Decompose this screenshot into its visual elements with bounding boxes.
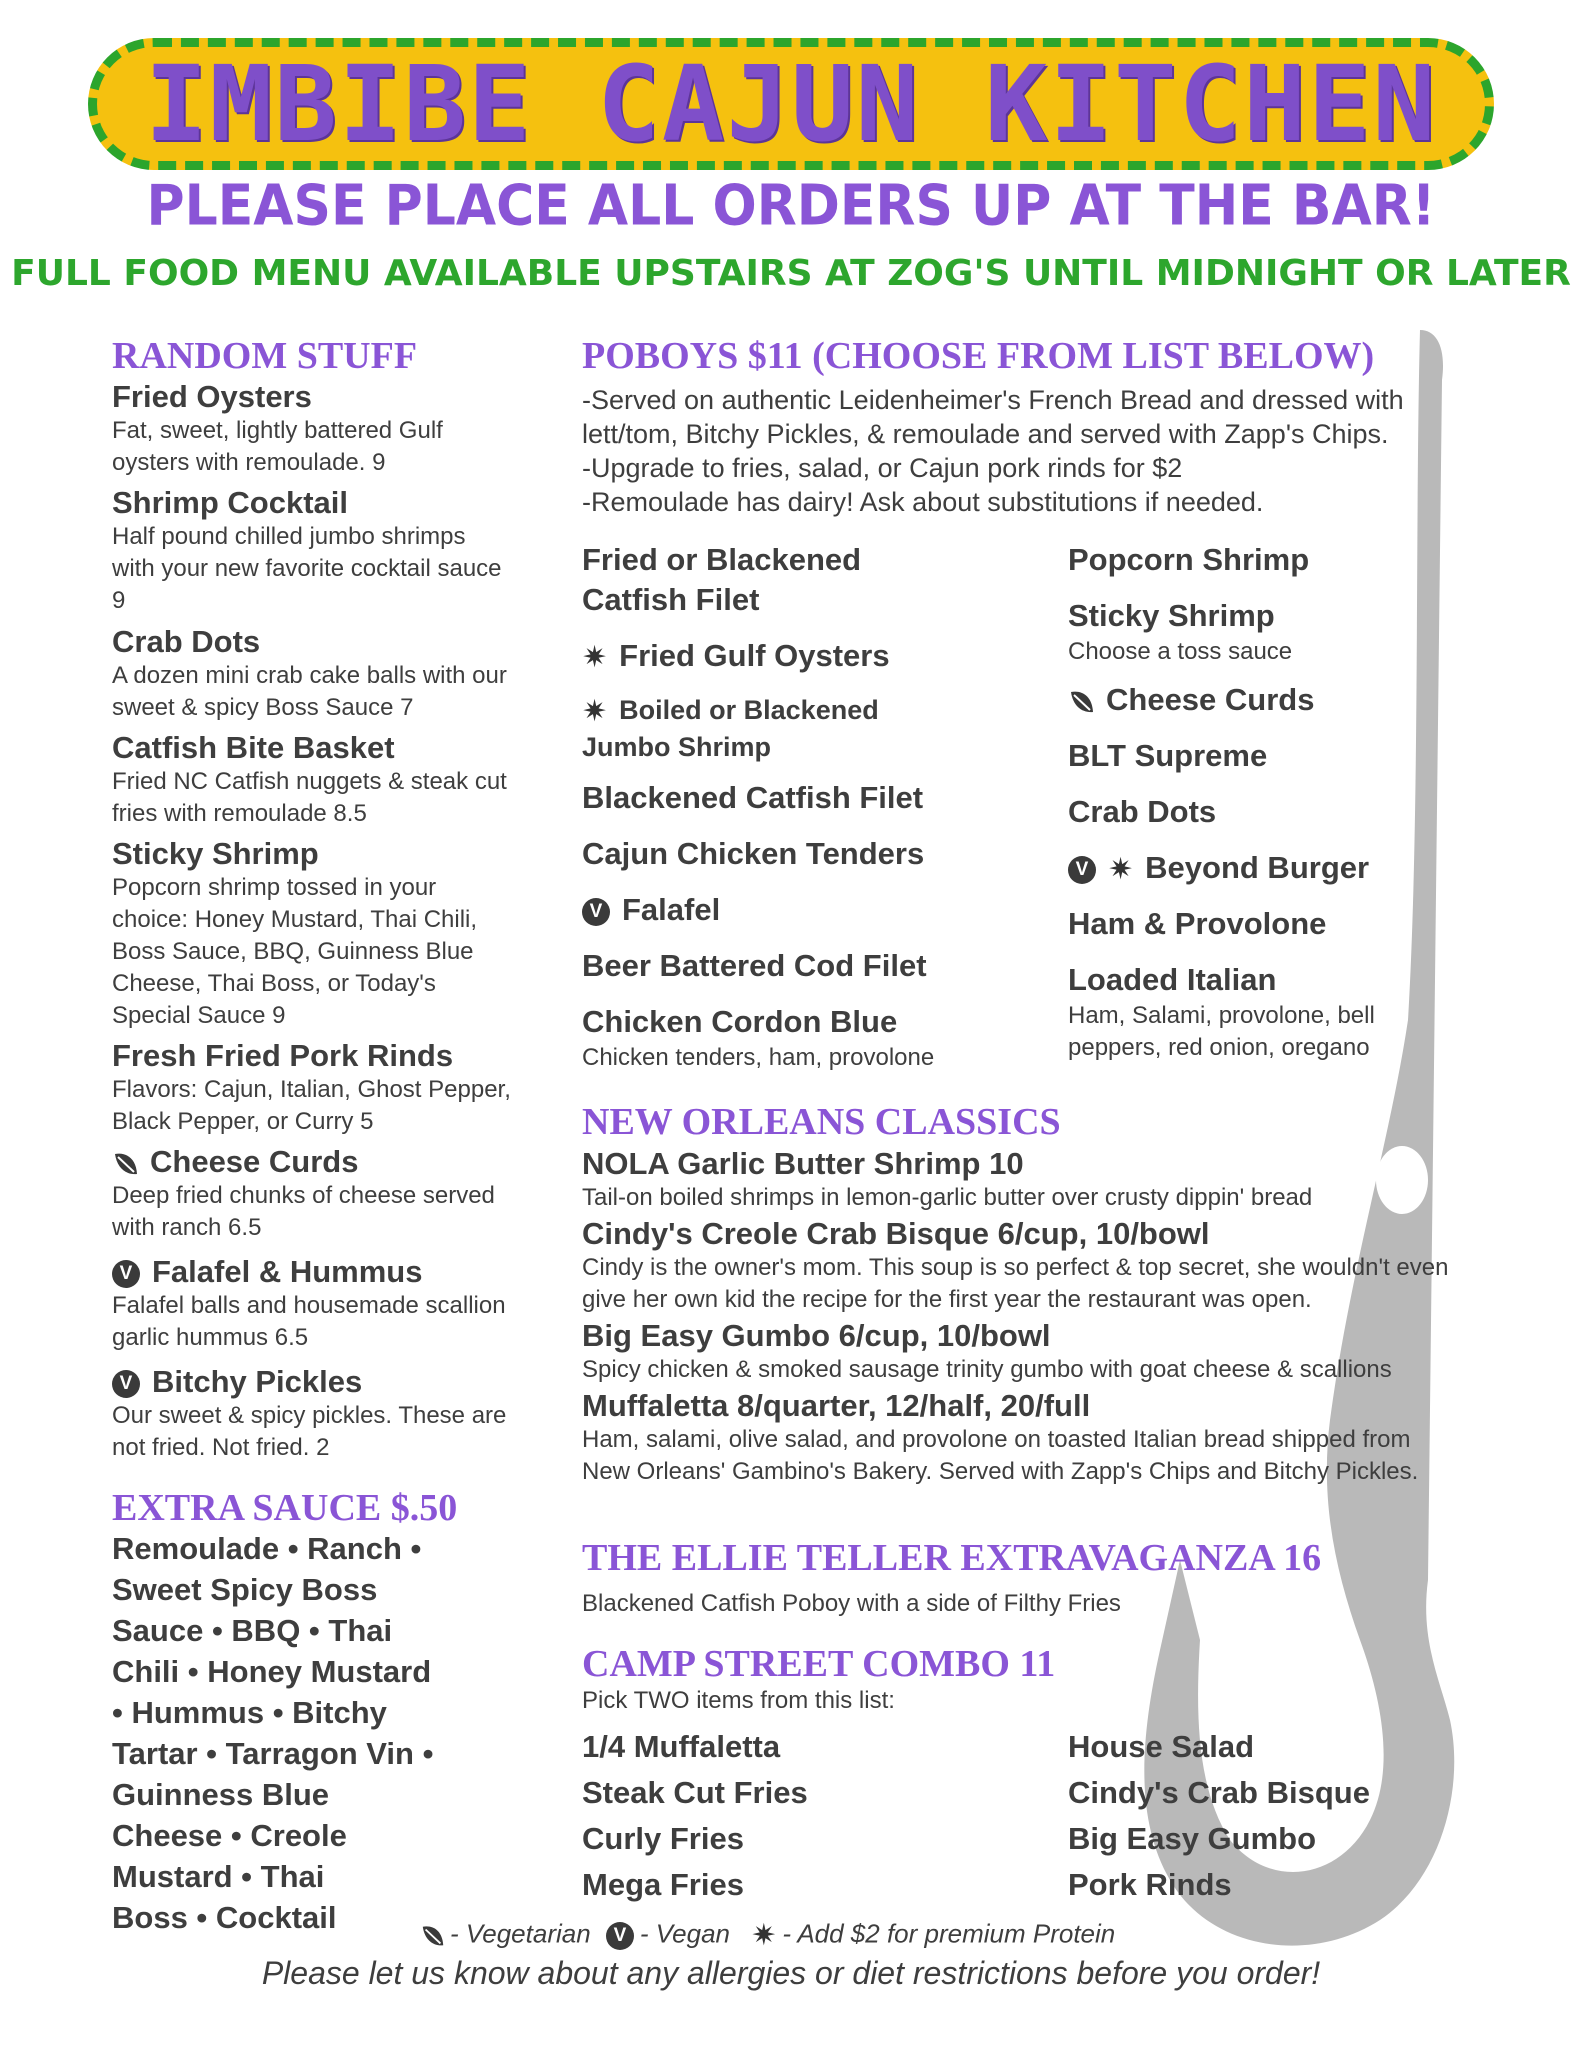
leaf-icon xyxy=(420,1923,446,1949)
poboy-item-name2: Jumbo Shrimp xyxy=(582,731,772,762)
sauce-line: Cheese • Creole xyxy=(112,1818,347,1853)
poboy-item-name: Cheese Curds xyxy=(1106,682,1315,717)
item-desc: Deep fried chunks of cheese served with ranch 6.5 xyxy=(112,1182,495,1241)
vegan-icon: V xyxy=(112,1260,140,1288)
combo-item: House Salad xyxy=(1068,1729,1255,1764)
item-name: Fried Oysters xyxy=(112,379,312,414)
star-icon: ✷ xyxy=(582,694,608,728)
sauce-line: Tartar • Tarragon Vin • xyxy=(112,1736,434,1771)
classic-name: Cindy's Creole Crab Bisque 6/cup, 10/bowl xyxy=(582,1216,1210,1251)
poboy-item xyxy=(582,890,720,930)
sauce-list xyxy=(112,1528,492,1938)
item-desc: Fat, sweet, lightly battered Gulf oysters with remoulade. 9 xyxy=(112,417,443,476)
item-desc: Fried NC Catfish nuggets & steak cut fries with remoulade 8.5 xyxy=(112,768,507,827)
poboy-item-desc: Ham, Salami, provolone, bell peppers, red onion, oregano xyxy=(1068,1002,1375,1061)
sauce-line: Boss • Cocktail xyxy=(112,1900,337,1935)
poboy-item: Fried or Blackened Catfish Filet xyxy=(582,542,862,617)
poboy-item-name: Sticky Shrimp xyxy=(1068,598,1275,633)
menu-item xyxy=(112,1254,512,1354)
item-name: Catfish Bite Basket xyxy=(112,730,395,765)
item-desc: Falafel balls and housemade scallion garlic hummus 6.5 xyxy=(112,1292,506,1351)
item-name: Cheese Curds xyxy=(150,1144,359,1179)
ellie-desc: Blackened Catfish Poboy with a side of Filthy Fries xyxy=(582,1590,1121,1617)
item-name-row xyxy=(112,1254,512,1290)
combo-right-list xyxy=(1068,1724,1370,1908)
poboy-item-name: Chicken Cordon Blue xyxy=(582,1004,898,1039)
poboy-item-name: Falafel xyxy=(622,892,721,927)
classic-name: Muffaletta 8/quarter, 12/half, 20/full xyxy=(582,1388,1091,1423)
star-icon: ✷ xyxy=(582,640,608,674)
poboy-item-name: Loaded Italian xyxy=(1068,962,1277,997)
leaf-icon xyxy=(112,1150,140,1178)
legend-protein: - Add $2 for premium Protein xyxy=(782,1918,1116,1949)
poboy-item xyxy=(1068,680,1314,720)
item-desc: Flavors: Cajun, Italian, Ghost Pepper, Black Pepper, or Curry 5 xyxy=(112,1076,511,1135)
sauce-line: Mustard • Thai xyxy=(112,1859,325,1894)
vegan-icon: V xyxy=(1068,856,1096,884)
poboy-note: -Upgrade to fries, salad, or Cajun pork rinds for $2 xyxy=(582,453,1183,483)
item-name: Crab Dots xyxy=(112,624,261,659)
sauce-line: Sweet Spicy Boss xyxy=(112,1572,378,1607)
classics-list xyxy=(582,1146,1462,1488)
poboy-item-name: Fried Gulf Oysters xyxy=(619,638,890,673)
ellie-heading: THE ELLIE TELLER EXTRAVAGANZA 16 xyxy=(582,1537,1322,1579)
combo-left-list xyxy=(582,1724,808,1908)
item-name: Fresh Fried Pork Rinds xyxy=(112,1038,454,1073)
order-notice: PLEASE PLACE ALL ORDERS UP AT THE BAR! xyxy=(146,173,1436,239)
sauce-line: Sauce • BBQ • Thai xyxy=(112,1613,393,1648)
menu-item xyxy=(112,1364,512,1464)
combo-item: Pork Rinds xyxy=(1068,1867,1232,1902)
poboy-item-name: Boiled or Blackened xyxy=(619,695,879,725)
extra-sauce-heading: EXTRA SAUCE $.50 xyxy=(112,1487,458,1529)
poboy-item xyxy=(582,1002,934,1074)
random-stuff-heading: RANDOM STUFF xyxy=(112,335,418,377)
page-title: IMBIBE CAJUN KITCHEN xyxy=(144,43,1438,165)
allergy-footer: Please let us know about any allergies or diet restrictions before you order! xyxy=(261,1955,1321,1991)
menu-item xyxy=(112,624,512,724)
classic-name: Big Easy Gumbo 6/cup, 10/bowl xyxy=(582,1318,1051,1353)
poboy-item: Ham & Provolone xyxy=(1068,906,1327,941)
item-desc: Our sweet & spicy pickles. These are not fried. Not fried. 2 xyxy=(112,1402,507,1461)
combo-item: 1/4 Muffaletta xyxy=(582,1729,781,1764)
sauce-line: Chili • Honey Mustard xyxy=(112,1654,432,1689)
combo-item: Mega Fries xyxy=(582,1867,744,1902)
classic-desc: Ham, salami, olive salad, and provolone on toasted Italian bread shipped from New Orleans' Gambino's Bakery. Served with Zapp's Chips and Bitchy Pickles. xyxy=(582,1426,1419,1485)
item-desc: Half pound chilled jumbo shrimps with your new favorite cocktail sauce 9 xyxy=(112,523,502,614)
poboy-item xyxy=(582,636,890,678)
item-desc: A dozen mini crab cake balls with our sweet & spicy Boss Sauce 7 xyxy=(112,662,507,721)
item-name: Sticky Shrimp xyxy=(112,836,319,871)
classics-heading: NEW ORLEANS CLASSICS xyxy=(582,1101,1061,1143)
poboys-notes xyxy=(582,383,1462,519)
menu-item xyxy=(112,730,512,830)
poboy-item: Crab Dots xyxy=(1068,794,1217,829)
item-name-row xyxy=(112,1144,512,1180)
star-icon: ✷ xyxy=(751,1919,777,1952)
combo-item: Curly Fries xyxy=(582,1821,744,1856)
menu-item xyxy=(112,1144,512,1244)
menu-item xyxy=(112,485,512,617)
upstairs-notice: FULL FOOD MENU AVAILABLE UPSTAIRS AT ZOG'S UNTIL MIDNIGHT OR LATER xyxy=(11,253,1571,294)
poboy-item: Beer Battered Cod Filet xyxy=(582,948,927,983)
menu-item xyxy=(112,836,502,1032)
menu-item xyxy=(112,1038,512,1138)
poboy-item xyxy=(1068,596,1292,668)
poboy-item: Popcorn Shrimp xyxy=(1068,542,1310,577)
poboy-item-line xyxy=(582,690,942,732)
combo-item: Steak Cut Fries xyxy=(582,1775,808,1810)
poboys-heading: POBOYS $11 (CHOOSE FROM LIST BELOW) xyxy=(582,335,1375,377)
poboy-item xyxy=(1068,848,1369,890)
menu-item xyxy=(112,379,512,479)
sauce-line: Guinness Blue xyxy=(112,1777,330,1812)
poboy-item-desc: Choose a toss sauce xyxy=(1068,638,1293,665)
classic-desc: Tail-on boiled shrimps in lemon-garlic butter over crusty dippin' bread xyxy=(582,1184,1313,1211)
combo-item: Cindy's Crab Bisque xyxy=(1068,1775,1370,1810)
item-name: Falafel & Hummus xyxy=(152,1254,423,1289)
item-desc: Popcorn shrimp tossed in your choice: Honey Mustard, Thai Chili, Boss Sauce, BBQ, Guinness Blue Cheese, Thai Boss, or Today's Special Sauce 9 xyxy=(112,874,478,1029)
poboy-note: -Served on authentic Leidenheimer's French Bread and dressed with lett/tom, Bitchy Pickles, & remoulade and served with Zapp's Chips. xyxy=(582,385,1404,449)
poboy-item xyxy=(1068,960,1408,1064)
poboy-item: Cajun Chicken Tenders xyxy=(582,836,925,871)
diet-legend xyxy=(420,1918,1115,1953)
legend-vegetarian: - Vegetarian xyxy=(450,1918,591,1949)
combo-item: Big Easy Gumbo xyxy=(1068,1821,1317,1856)
vegan-icon: V xyxy=(582,898,610,926)
vegan-icon: V xyxy=(606,1922,634,1950)
poboy-item-name: Beyond Burger xyxy=(1145,850,1370,885)
poboy-item: BLT Supreme xyxy=(1068,738,1268,773)
combo-note: Pick TWO items from this list: xyxy=(582,1687,895,1714)
item-name: Shrimp Cocktail xyxy=(112,485,348,520)
item-name-row xyxy=(112,1364,512,1400)
legend-vegan: - Vegan xyxy=(639,1918,731,1949)
poboy-item xyxy=(582,690,942,762)
classic-desc: Cindy is the owner's mom. This soup is so perfect & top secret, she wouldn't even give her own kid the recipe for the first year the restaurant was open. xyxy=(582,1254,1449,1313)
sauce-line: • Hummus • Bitchy xyxy=(112,1695,387,1730)
item-name: Bitchy Pickles xyxy=(152,1364,363,1399)
vegan-icon: V xyxy=(112,1370,140,1398)
classic-name: NOLA Garlic Butter Shrimp 10 xyxy=(582,1146,1024,1181)
poboy-item-desc: Chicken tenders, ham, provolone xyxy=(582,1044,935,1071)
combo-heading: CAMP STREET COMBO 11 xyxy=(582,1643,1056,1685)
star-icon: ✷ xyxy=(1108,852,1134,886)
classic-desc: Spicy chicken & smoked sausage trinity gumbo with goat cheese & scallions xyxy=(582,1356,1392,1383)
leaf-icon xyxy=(1068,688,1096,716)
poboy-note: -Remoulade has dairy! Ask about substitutions if needed. xyxy=(582,487,1264,517)
sauce-line: Remoulade • Ranch • xyxy=(112,1531,422,1566)
poboy-item: Blackened Catfish Filet xyxy=(582,780,924,815)
